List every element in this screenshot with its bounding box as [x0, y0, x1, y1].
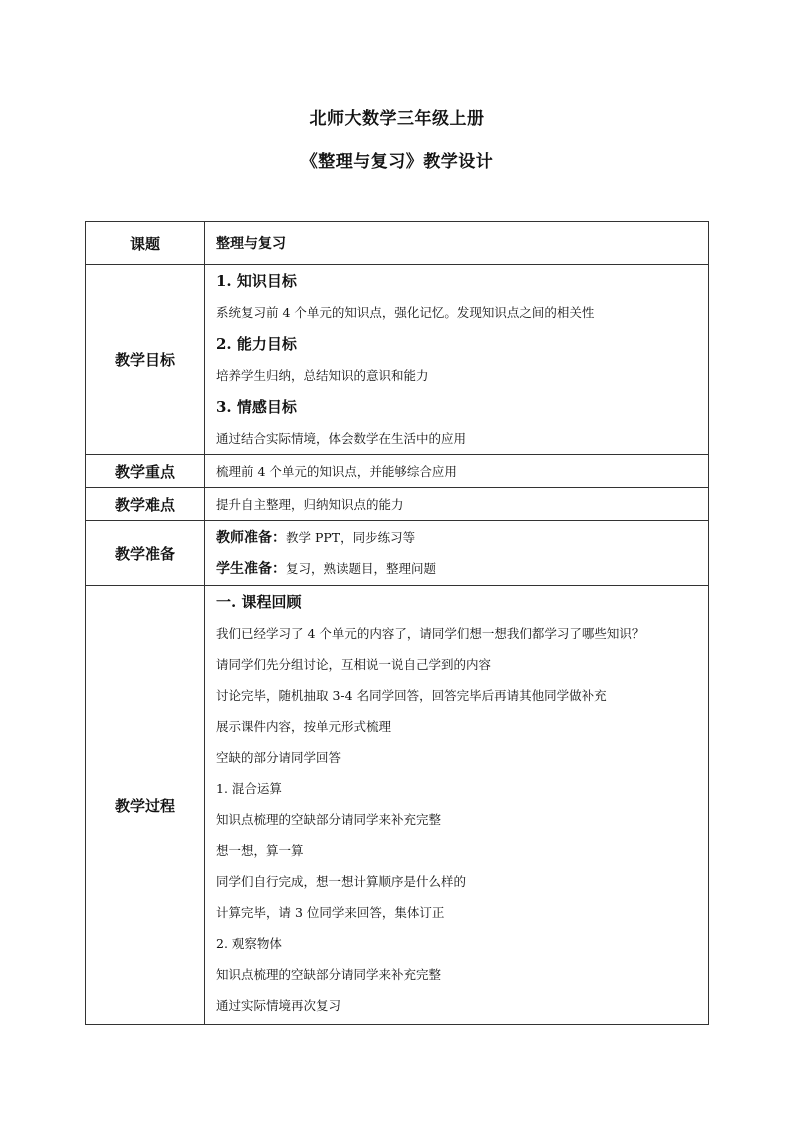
row-topic: [86, 222, 709, 265]
row-difficulties: [86, 488, 709, 521]
row-key-points: [86, 455, 709, 488]
row-process: [86, 586, 709, 1025]
label-key-points: 教学重点: [86, 455, 205, 488]
process-line: 讨论完毕，随机抽取 3-4 名同学回答，回答完毕后再请其他同学做补充: [216, 688, 607, 703]
difficulties-text: 提升自主整理，归纳知识点的能力: [216, 496, 404, 512]
teacher-preparation-label: 教师准备：: [216, 530, 286, 546]
difficulties-content: [205, 488, 709, 521]
process-line: 展示课件内容，按单元形式梳理: [216, 719, 392, 734]
process-lines: [216, 618, 708, 1021]
row-goals: [86, 265, 709, 455]
label-process: 教学过程: [86, 586, 205, 1025]
goal-heading-emotion: 3. 情感目标: [216, 398, 297, 416]
student-preparation-label: 学生准备：: [216, 561, 286, 577]
process-line: 知识点梳理的空缺部分请同学来补充完整: [216, 967, 442, 982]
row-preparation: [86, 521, 709, 586]
document-title: 北师大数学三年级上册: [309, 109, 485, 129]
goal-text-emotion: 通过结合实际情境，体会数学在生活中的应用: [216, 431, 467, 446]
label-difficulties: 教学难点: [86, 488, 205, 521]
teacher-preparation-text: 教学 PPT，同步练习等: [286, 530, 416, 545]
student-preparation: [216, 553, 708, 584]
lesson-plan-table: [85, 221, 709, 1025]
document-subtitle: 《整理与复习》教学设计: [300, 152, 494, 172]
student-preparation-text: 复习，熟读题目，整理问题: [286, 561, 437, 576]
process-line: 计算完毕，请 3 位同学来回答，集体订正: [216, 905, 445, 920]
goals-content: [205, 265, 709, 455]
label-goals: 教学目标: [86, 265, 205, 455]
label-topic: 课题: [86, 222, 205, 265]
process-line: 同学们自行完成，想一想计算顺序是什么样的: [216, 874, 467, 889]
process-content: [205, 586, 709, 1025]
process-line: 2. 观察物体: [216, 936, 282, 951]
process-line: 空缺的部分请同学回答: [216, 750, 342, 765]
process-line: 想一想，算一算: [216, 843, 304, 858]
goal-heading-ability: 2. 能力目标: [216, 335, 297, 353]
key-points-content: [205, 455, 709, 488]
process-line: 1. 混合运算: [216, 781, 282, 796]
process-line: 通过实际情境再次复习: [216, 998, 342, 1013]
process-line: 知识点梳理的空缺部分请同学来补充完整: [216, 812, 442, 827]
goal-heading-knowledge: 1. 知识目标: [216, 272, 297, 290]
value-topic: 整理与复习: [205, 222, 709, 265]
label-preparation: 教学准备: [86, 521, 205, 586]
process-line: 我们已经学习了 4 个单元的内容了，请同学们想一想我们都学习了哪些知识？: [216, 626, 645, 641]
teacher-preparation: [216, 522, 708, 553]
goal-text-knowledge: 系统复习前 4 个单元的知识点，强化记忆。发现知识点之间的相关性: [216, 305, 595, 320]
process-line: 请同学们先分组讨论，互相说一说自己学到的内容: [216, 657, 492, 672]
preparation-content: [205, 521, 709, 586]
key-points-text: 梳理前 4 个单元的知识点，并能够综合应用: [216, 463, 457, 479]
goal-text-ability: 培养学生归纳，总结知识的意识和能力: [216, 368, 429, 383]
process-heading: 一. 课程回顾: [216, 593, 302, 611]
